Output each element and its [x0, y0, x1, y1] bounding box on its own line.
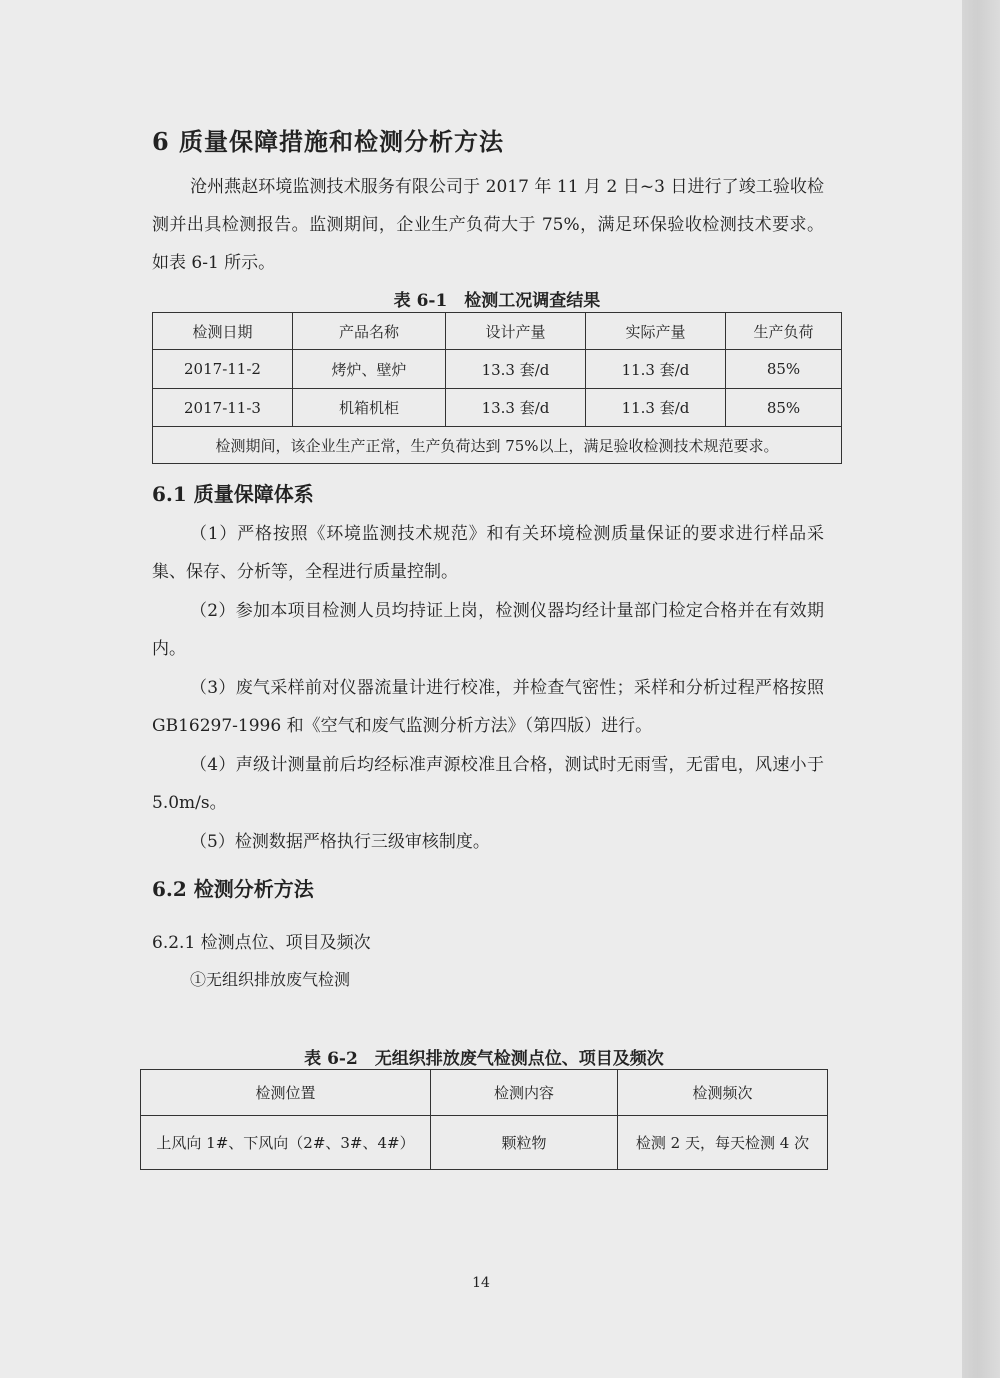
list-item: （3）废气采样前对仪器流量计进行校准，并检查气密性；采样和分析过程严格按照 GB16297-1996 和《空气和废气监测分析方法》（第四版）进行。: [152, 678, 824, 736]
table1-header-row: [153, 313, 842, 350]
table-cell: 2017-11-3: [153, 389, 293, 427]
section-62-title: 6.2 检测分析方法: [152, 877, 314, 901]
section-61-title: 6.1 质量保障体系: [152, 482, 314, 506]
scan-edge: [962, 0, 1000, 1378]
table2-header: 检测内容: [431, 1070, 618, 1116]
table1: [152, 312, 842, 464]
table-row: [153, 350, 842, 389]
intro-paragraph: 沧州燕赵环境监测技术服务有限公司于 2017 年 11 月 2 日~3 日进行了竣工验收检测并出具检测报告。监测期间，企业生产负荷大于 75%，满足环保验收检测技术要求。如表 6-1 所示。: [152, 177, 824, 273]
table1-caption: 表 6-1 检测工况调查结果: [393, 291, 601, 311]
table-cell: 检测 2 天，每天检测 4 次: [618, 1116, 828, 1170]
table1-header: 实际产量: [586, 313, 726, 350]
subsection-621-title: 6.2.1 检测点位、项目及频次: [152, 933, 371, 953]
table-cell: 11.3 套/d: [586, 350, 726, 389]
list-item: （2）参加本项目检测人员均持证上岗，检测仪器均经计量部门检定合格并在有效期内。: [152, 601, 824, 659]
table-cell: 颗粒物: [431, 1116, 618, 1170]
table-cell: 机箱机柜: [293, 389, 446, 427]
list-item: （4）声级计测量前后均经标准声源校准且合格，测试时无雨雪，无雷电，风速小于 5.0m/s。: [152, 755, 824, 813]
table2-caption: 表 6-2 无组织排放废气检测点位、项目及频次: [304, 1049, 664, 1069]
table2: [140, 1069, 828, 1170]
table1-note: 检测期间，该企业生产正常，生产负荷达到 75%以上，满足验收检测技术规范要求。: [153, 427, 842, 464]
table-row: [153, 389, 842, 427]
table1-header: 设计产量: [446, 313, 586, 350]
table-cell: 85%: [726, 350, 842, 389]
table2-header-row: [141, 1070, 828, 1116]
subitem-title: ①无组织排放废气检测: [190, 970, 351, 989]
table1-header: 产品名称: [293, 313, 446, 350]
section-heading: 6 质量保障措施和检测分析方法: [152, 127, 505, 156]
list-item: （1）严格按照《环境监测技术规范》和有关环境检测质量保证的要求进行样品采集、保存、分析等，全程进行质量控制。: [152, 524, 824, 582]
table-row: [141, 1116, 828, 1170]
table-cell: 2017-11-2: [153, 350, 293, 389]
table-cell: 烤炉、壁炉: [293, 350, 446, 389]
page-number: 14: [472, 1275, 490, 1291]
table-row: [153, 427, 842, 464]
table-cell: 85%: [726, 389, 842, 427]
table2-header: 检测频次: [618, 1070, 828, 1116]
table-cell: 上风向 1#、下风向（2#、3#、4#）: [141, 1116, 431, 1170]
table-cell: 13.3 套/d: [446, 389, 586, 427]
table-cell: 13.3 套/d: [446, 350, 586, 389]
list-item: （5）检测数据严格执行三级审核制度。: [190, 832, 490, 852]
table1-header: 检测日期: [153, 313, 293, 350]
table2-header: 检测位置: [141, 1070, 431, 1116]
table1-header: 生产负荷: [726, 313, 842, 350]
table-cell: 11.3 套/d: [586, 389, 726, 427]
